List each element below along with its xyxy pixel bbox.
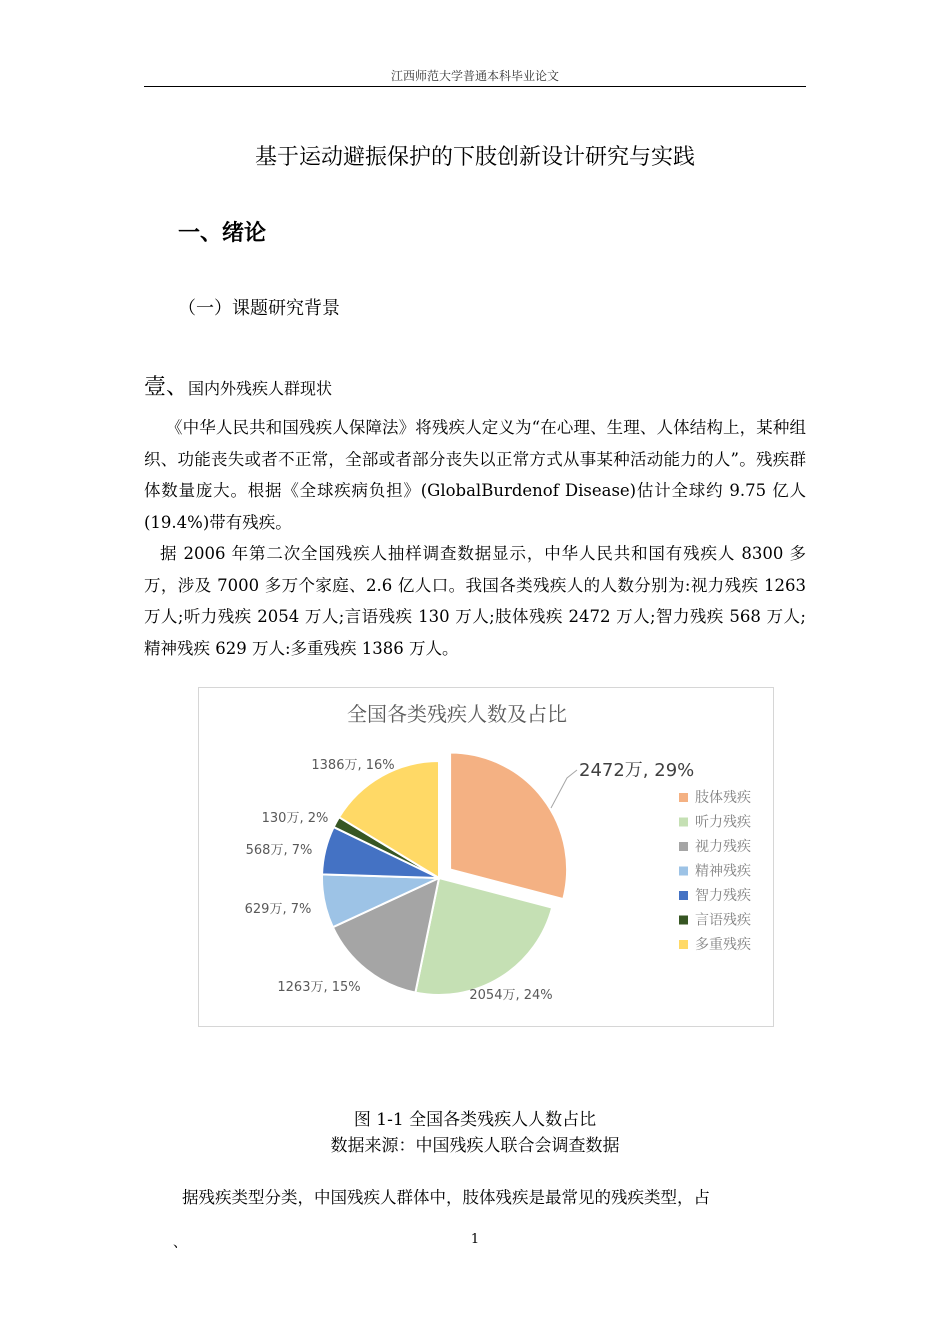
section-heading: 一、绪论: [178, 221, 267, 246]
data-label-肢体残疾: 2472万, 29%: [579, 760, 695, 781]
data-label-言语残疾: 130万, 2%: [261, 811, 329, 826]
figure-caption: 图 1-1 全国各类残疾人人数占比: [353, 1110, 597, 1130]
leader-line-肢体残疾: [551, 770, 577, 808]
figure-source: 数据来源：中国残疾人联合会调查数据: [330, 1136, 620, 1156]
footer-mark: 、: [173, 1235, 187, 1251]
paper-title: 基于运动避振保护的下肢创新设计研究与实践: [254, 145, 695, 170]
legend-label-肢体残疾: 肢体残疾: [695, 790, 751, 806]
legend-label-多重残疾: 多重残疾: [695, 937, 751, 953]
legend-label-精神残疾: 精神残疾: [695, 863, 751, 880]
legend-label-听力残疾: 听力残疾: [695, 814, 751, 831]
chart-title: 全国各类残疾人数及占比: [347, 702, 567, 726]
data-label-智力残疾: 568万, 7%: [245, 843, 313, 858]
body-paragraph-1: 《中华人民共和国残疾人保障法》将残疾人定义为“在心理、生理、人体结构上，某种组织、功能丧失或者不正常，全部或者部分丧失以正常方式从事某种活动能力的人”。残疾群体数量庞大。根据《全球疾病负担》(GlobalBurdenof Disease)估计全球约 9.75 亿人(19.4%)带有残疾。: [144, 418, 806, 532]
data-label-精神残疾: 629万, 7%: [244, 902, 312, 917]
legend-swatch-智力残疾: [679, 891, 688, 900]
body-paragraph-3: 据残疾类型分类，中国残疾人群体中，肢体残疾是最常见的残疾类型，占: [182, 1188, 710, 1207]
subsubsection-text: 国内外残疾人群现状: [188, 379, 333, 398]
legend-swatch-多重残疾: [679, 940, 688, 949]
pie-chart: [199, 688, 775, 1028]
data-label-多重残疾: 1386万, 16%: [311, 758, 395, 773]
pie-slices: [322, 752, 567, 995]
chart-legend: [679, 789, 751, 953]
legend-label-智力残疾: 智力残疾: [695, 888, 751, 904]
leader-lines: [551, 770, 577, 808]
data-label-听力残疾: 2054万, 24%: [469, 988, 553, 1003]
running-header: 江西师范大学普通本科毕业论文: [390, 69, 559, 83]
legend-swatch-肢体残疾: [679, 793, 688, 802]
pie-chart-figure: [198, 687, 774, 1027]
legend-swatch-精神残疾: [679, 867, 688, 876]
legend-label-视力残疾: 视力残疾: [695, 839, 751, 855]
legend-swatch-视力残疾: [679, 842, 688, 851]
data-label-视力残疾: 1263万, 15%: [277, 980, 361, 995]
subsubsection-number: 壹、: [144, 375, 189, 400]
header-rule: [144, 86, 806, 87]
legend-label-言语残疾: 言语残疾: [695, 912, 751, 929]
subsection-heading: （一）课题研究背景: [178, 298, 340, 319]
legend-swatch-听力残疾: [679, 818, 688, 827]
pie-slice-肢体残疾: [450, 752, 567, 899]
body-paragraph-2: 据 2006 年第二次全国残疾人抽样调查数据显示，中华人民共和国有残疾人 8300 多万，涉及 7000 多万个家庭、2.6 亿人口。我国各类残疾人的人数分别为:视力残疾 1263 万人;听力残疾 2054 万人;言语残疾 130 万人;肢体残疾 2472 万人;智力残疾 568 万人;精神残疾 629 万人:多重残疾 1386 万人。: [144, 544, 806, 658]
subsubsection-heading: [144, 370, 332, 401]
page-number: 1: [470, 1232, 480, 1247]
legend-swatch-言语残疾: [679, 916, 688, 925]
